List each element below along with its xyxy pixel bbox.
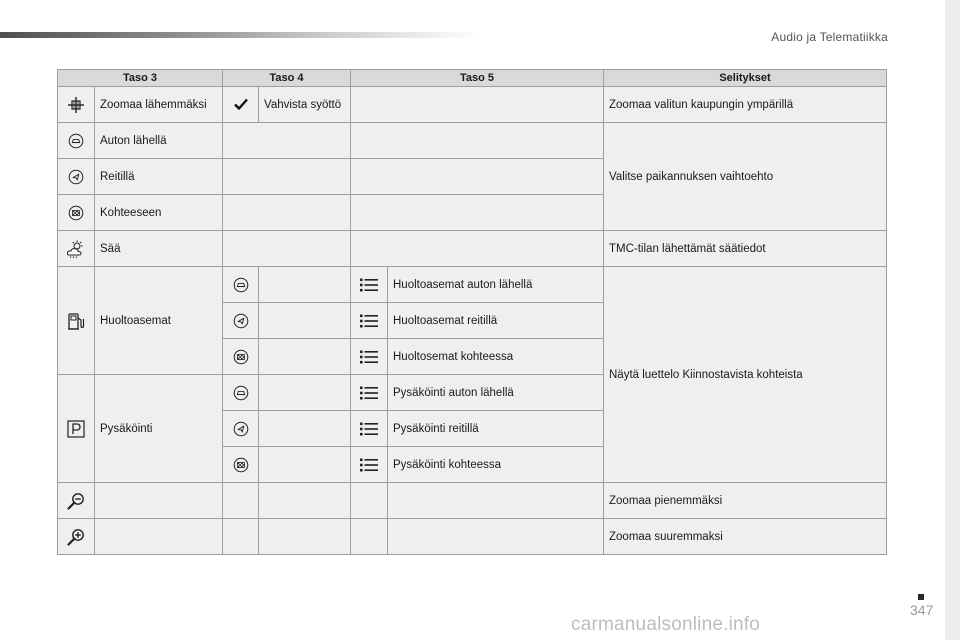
zoom-in-cross-icon bbox=[67, 96, 85, 114]
sub-label: Pysäköinti reitillä bbox=[388, 411, 604, 447]
row-label: Auton lähellä bbox=[95, 123, 223, 159]
row-label: Sää bbox=[95, 231, 223, 267]
level4-label: Vahvista syöttö bbox=[259, 87, 351, 123]
section-title: Audio ja Telematiikka bbox=[771, 30, 888, 44]
header-explanations: Selitykset bbox=[604, 70, 887, 87]
table-row-zoom-in bbox=[58, 87, 887, 123]
table-row-weather bbox=[58, 231, 887, 267]
weather-sun-cloud-icon bbox=[66, 240, 86, 258]
explanation: Valitse paikannuksen vaihtoehto bbox=[604, 123, 887, 231]
explanation: Zoomaa pienemmäksi bbox=[604, 483, 887, 519]
header-level-3: Taso 3 bbox=[58, 70, 223, 87]
page-number: 347 bbox=[910, 602, 934, 618]
zoom-in-magnifier-icon bbox=[67, 528, 85, 546]
explanation: Zoomaa suuremmaksi bbox=[604, 519, 887, 555]
row-label: Reitillä bbox=[95, 159, 223, 195]
table-row-gas-near-car bbox=[58, 267, 887, 303]
list-icon bbox=[359, 313, 379, 329]
table-row-zoom-out bbox=[58, 483, 887, 519]
row-label: Huoltoasemat bbox=[95, 267, 223, 375]
explanation: Näytä luettelo Kiinnostavista kohteista bbox=[604, 267, 887, 483]
explanation: TMC-tilan lähettämät säätiedot bbox=[604, 231, 887, 267]
car-circle-icon bbox=[233, 277, 249, 293]
sub-label: Huoltoasemat reitillä bbox=[388, 303, 604, 339]
car-circle-icon bbox=[233, 385, 249, 401]
table-row-near-car bbox=[58, 123, 887, 159]
table-row-zoom-more bbox=[58, 519, 887, 555]
checkmark-icon bbox=[234, 97, 248, 111]
explanation: Zoomaa valitun kaupungin ympärillä bbox=[604, 87, 887, 123]
header-level-5: Taso 5 bbox=[351, 70, 604, 87]
list-icon bbox=[359, 457, 379, 473]
parking-icon bbox=[67, 420, 85, 438]
table-header-row bbox=[58, 70, 887, 87]
sub-label: Pysäköinti auton lähellä bbox=[388, 375, 604, 411]
top-decorative-bar bbox=[0, 32, 480, 38]
destination-flag-circle-icon bbox=[68, 205, 84, 221]
sub-label: Huoltosemat kohteessa bbox=[388, 339, 604, 375]
destination-flag-circle-icon bbox=[233, 457, 249, 473]
sub-label: Pysäköinti kohteessa bbox=[388, 447, 604, 483]
menu-table bbox=[57, 69, 887, 555]
row-label: Zoomaa lähemmäksi bbox=[95, 87, 223, 123]
header-level-4: Taso 4 bbox=[223, 70, 351, 87]
fuel-pump-icon bbox=[67, 311, 85, 331]
route-arrow-circle-icon bbox=[233, 313, 249, 329]
sub-label: Huoltoasemat auton lähellä bbox=[388, 267, 604, 303]
zoom-out-magnifier-icon bbox=[67, 492, 85, 510]
page-marker bbox=[918, 594, 924, 600]
row-label: Pysäköinti bbox=[95, 375, 223, 483]
watermark: carmanualsonline.info bbox=[571, 614, 761, 635]
row-label: Kohteeseen bbox=[95, 195, 223, 231]
list-icon bbox=[359, 421, 379, 437]
list-icon bbox=[359, 385, 379, 401]
list-icon bbox=[359, 277, 379, 293]
route-arrow-circle-icon bbox=[68, 169, 84, 185]
destination-flag-circle-icon bbox=[233, 349, 249, 365]
route-arrow-circle-icon bbox=[233, 421, 249, 437]
right-margin-strip bbox=[945, 0, 960, 640]
list-icon bbox=[359, 349, 379, 365]
car-circle-icon bbox=[68, 133, 84, 149]
